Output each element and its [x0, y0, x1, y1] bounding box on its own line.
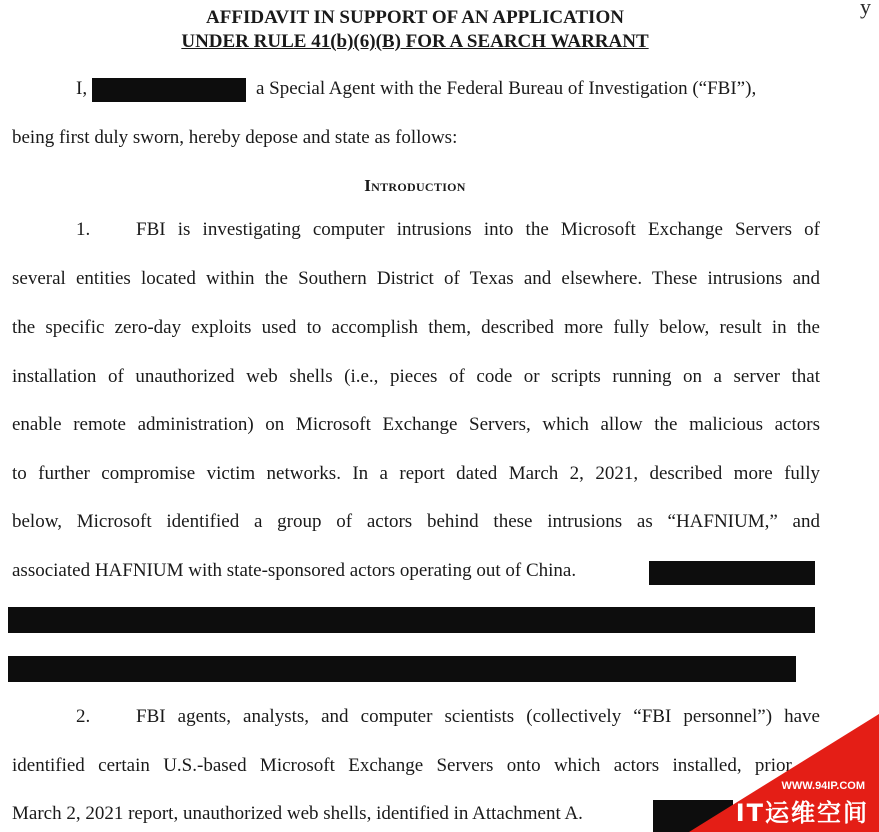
section-heading-introduction: Introduction [364, 176, 466, 195]
paragraph-1-line: the specific zero-day exploits used to accomplish them, described more fully below, result in the [12, 317, 820, 338]
site-watermark [689, 714, 879, 832]
paragraph-2-number: 2. [76, 706, 91, 727]
paragraph-1-line: installation of unauthorized web shells (i.e., pieces of code or scripts running on a server that [12, 366, 820, 387]
paragraph-2-line: FBI agents, analysts, and computer scientists (collectively “FBI personnel”) have [136, 706, 820, 727]
document-title-line-2 [0, 31, 830, 53]
paragraph-1-line: enable remote administration) on Microsoft Exchange Servers, which allow the malicious actors [12, 414, 820, 435]
watermark-brand: IT运维空间 [735, 799, 869, 827]
paragraph-2-line: identified certain U.S.-based Microsoft Exchange Servers onto which actors installed, prior to [12, 755, 820, 776]
paragraph-1-number: 1. [76, 219, 91, 240]
intro-line-2: being first duly sworn, hereby depose and state as follows: [12, 127, 458, 148]
document-title-line-1: AFFIDAVIT IN SUPPORT OF AN APPLICATION [206, 7, 624, 28]
page-corner-fragment: y [860, 0, 871, 19]
intro-line-1-suffix: a Special Agent with the Federal Bureau of Investigation (“FBI”), [256, 78, 757, 99]
paragraph-2-line: March 2, 2021 report, unauthorized web shells, identified in Attachment A. [12, 803, 583, 824]
paragraph-1-line: several entities located within the Southern District of Texas and elsewhere. These intrusions and [12, 268, 820, 289]
paragraph-1-line: to further compromise victim networks. In a report dated March 2, 2021, described more fully [12, 463, 820, 484]
redaction-block [649, 561, 815, 585]
redaction-block [8, 607, 815, 633]
watermark-url: WWW.94IP.COM [781, 780, 865, 792]
redaction-block [8, 656, 796, 682]
redaction-agent-name [92, 78, 246, 102]
intro-line-1-prefix: I, [76, 78, 88, 99]
paragraph-1-line: associated HAFNIUM with state-sponsored actors operating out of China. [12, 560, 577, 581]
paragraph-1-line: below, Microsoft identified a group of actors behind these intrusions as “HAFNIUM,” and [12, 511, 820, 532]
document-title-line-2-text: UNDER RULE 41(b)(6)(B) FOR A SEARCH WARRANT [181, 31, 649, 52]
paragraph-1-line: FBI is investigating computer intrusions into the Microsoft Exchange Servers of [136, 219, 820, 240]
